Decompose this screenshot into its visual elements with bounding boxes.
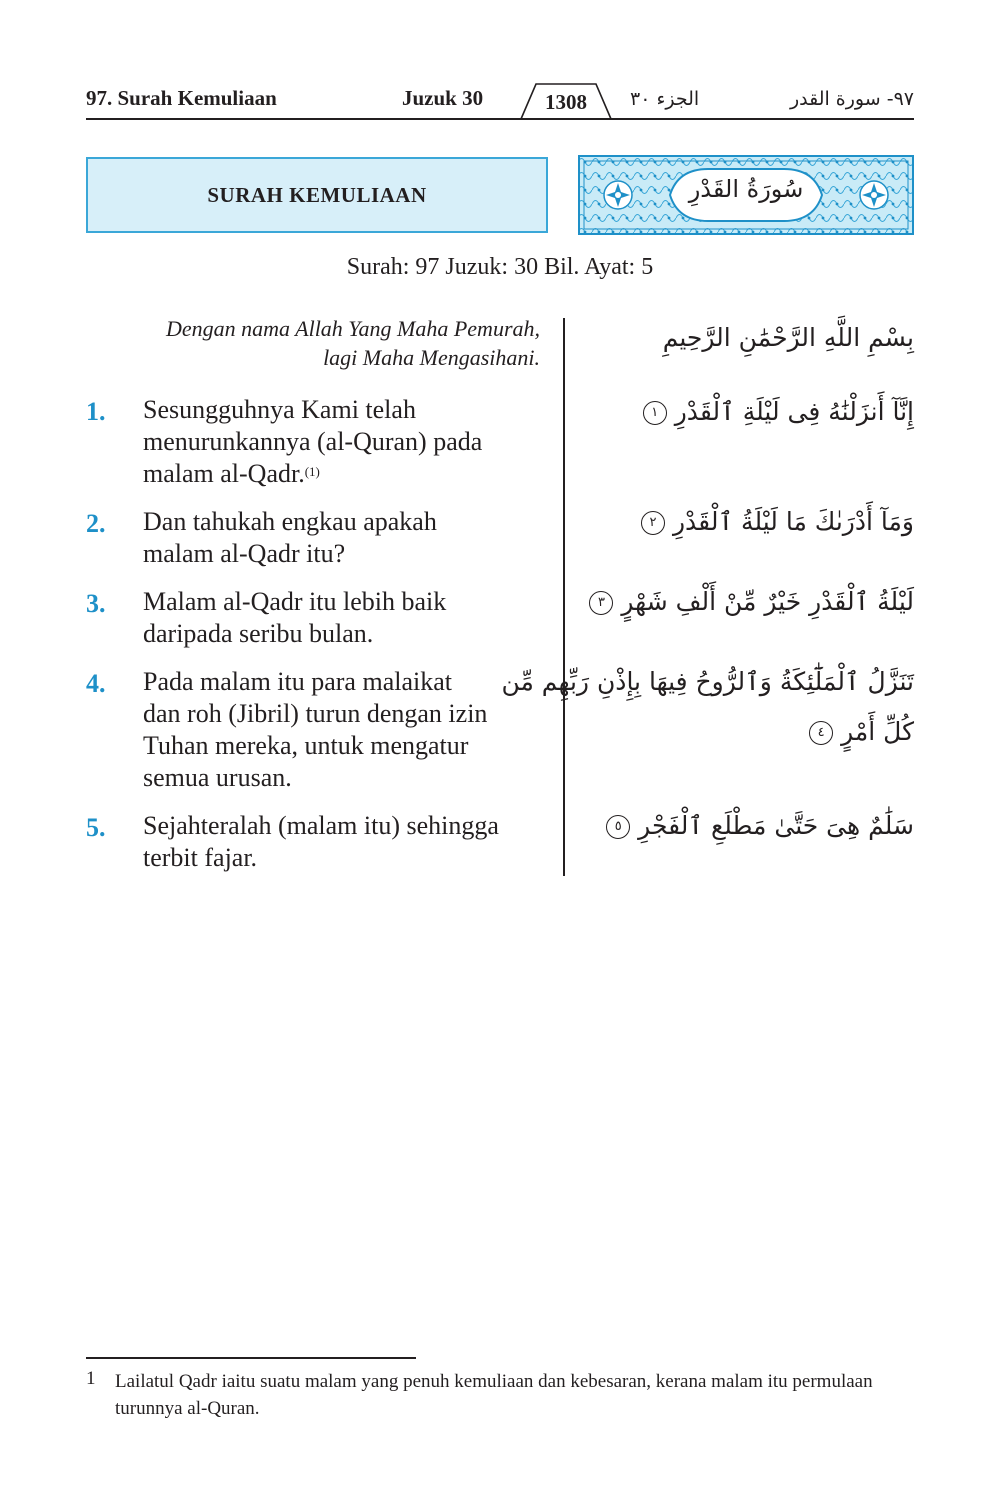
header-surah-label: 97. Surah Kemuliaan bbox=[86, 86, 277, 110]
verse-text: Sejahteralah (malam itu) sehingga terbit fajar. bbox=[143, 811, 499, 872]
verse-arabic bbox=[594, 806, 914, 846]
verse-arabic-text: كُلِّ أَمْرٍ bbox=[841, 717, 914, 746]
verse-number: 3. bbox=[86, 589, 106, 618]
header-rule bbox=[86, 118, 914, 120]
footnote-number: 1 bbox=[86, 1368, 96, 1389]
verse-text: Malam al-Qadr itu lebih baik daripada seribu bulan. bbox=[143, 587, 447, 648]
verse-arabic-text: إِنَّآ أَنزَلْنَٰهُ فِى لَيْلَةِ ٱلْقَدْرِ bbox=[674, 397, 914, 426]
basmalah-translation-line1: Dengan nama Allah Yang Maha Pemurah, bbox=[166, 316, 540, 341]
ayah-end-marker-icon: ٥ bbox=[606, 815, 630, 839]
header-juzuk-label: Juzuk 30 bbox=[402, 86, 484, 110]
verse-number: 5. bbox=[86, 813, 106, 842]
surah-meta: Surah: 97 Juzuk: 30 Bil. Ayat: 5 bbox=[346, 254, 654, 280]
header-juz-arabic: الجزء ٣٠ bbox=[630, 88, 700, 110]
ayah-end-marker-icon: ٢ bbox=[641, 511, 665, 535]
verse-arabic-text: وَمَآ أَدْرَىٰكَ مَا لَيْلَةُ ٱلْقَدْرِ bbox=[672, 507, 914, 536]
column-divider bbox=[563, 318, 565, 876]
surah-title: SURAH KEMULIAAN bbox=[207, 182, 427, 207]
footnote-ref[interactable]: (1) bbox=[304, 464, 320, 479]
surah-title-box bbox=[86, 157, 548, 233]
basmalah-translation bbox=[100, 314, 540, 372]
verse-arabic bbox=[594, 582, 914, 622]
basmalah-translation-line2: lagi Maha Mengasihani. bbox=[323, 345, 540, 370]
verse-arabic bbox=[594, 392, 914, 432]
verse-arabic-text: لَيْلَةُ ٱلْقَدْرِ خَيْرٌ مِّنْ أَلْفِ شَهْرٍ bbox=[621, 587, 914, 616]
verse-arabic-text: سَلَٰمٌ هِىَ حَتَّىٰ مَطْلَعِ ٱلْفَجْرِ bbox=[638, 811, 914, 840]
verse-number: 2. bbox=[86, 509, 106, 538]
basmalah-arabic: بِسْمِ اللَّهِ الرَّحْمَٰنِ الرَّحِيمِ bbox=[662, 323, 914, 352]
surah-title-arabic: سُورَةُ القَدْرِ bbox=[688, 175, 804, 203]
verse-arabic-line2 bbox=[594, 712, 914, 752]
footnote-rule bbox=[86, 1357, 416, 1359]
verse-text-body: Sesungguhnya Kami telah menurunkannya (al-Quran) pada malam al-Qadr. bbox=[143, 395, 483, 488]
verse-text: Dan tahukah engkau apakah malam al-Qadr itu? bbox=[143, 507, 437, 568]
header-surah-arabic: ٩٧- سورة القدر bbox=[789, 88, 914, 110]
verse-arabic bbox=[594, 502, 914, 542]
footnote-text: Lailatul Qadr iaitu suatu malam yang penuh kemuliaan dan kebesaran, kerana malam itu permulaan turunnya al-Quran. bbox=[115, 1371, 873, 1419]
verse-text: Pada malam itu para malaikat dan roh (Jibril) turun dengan izin Tuhan mereka, untuk mengatur semua urusan. bbox=[143, 667, 488, 792]
surah-title-ornament bbox=[578, 155, 914, 235]
ayah-end-marker-icon: ٤ bbox=[809, 721, 833, 745]
ayah-end-marker-icon: ١ bbox=[643, 401, 667, 425]
verse-number: 4. bbox=[86, 669, 106, 698]
verse-arabic: تَنَزَّلُ ٱلْمَلَٰٓئِكَةُ وَٱلرُّوحُ فِيهَا بِإِذْنِ رَبِّهِم مِّن bbox=[501, 667, 914, 696]
page-number: 1308 bbox=[545, 90, 587, 114]
verse-number: 1. bbox=[86, 397, 106, 426]
verse-text bbox=[143, 394, 561, 490]
ayah-end-marker-icon: ٣ bbox=[589, 591, 613, 615]
